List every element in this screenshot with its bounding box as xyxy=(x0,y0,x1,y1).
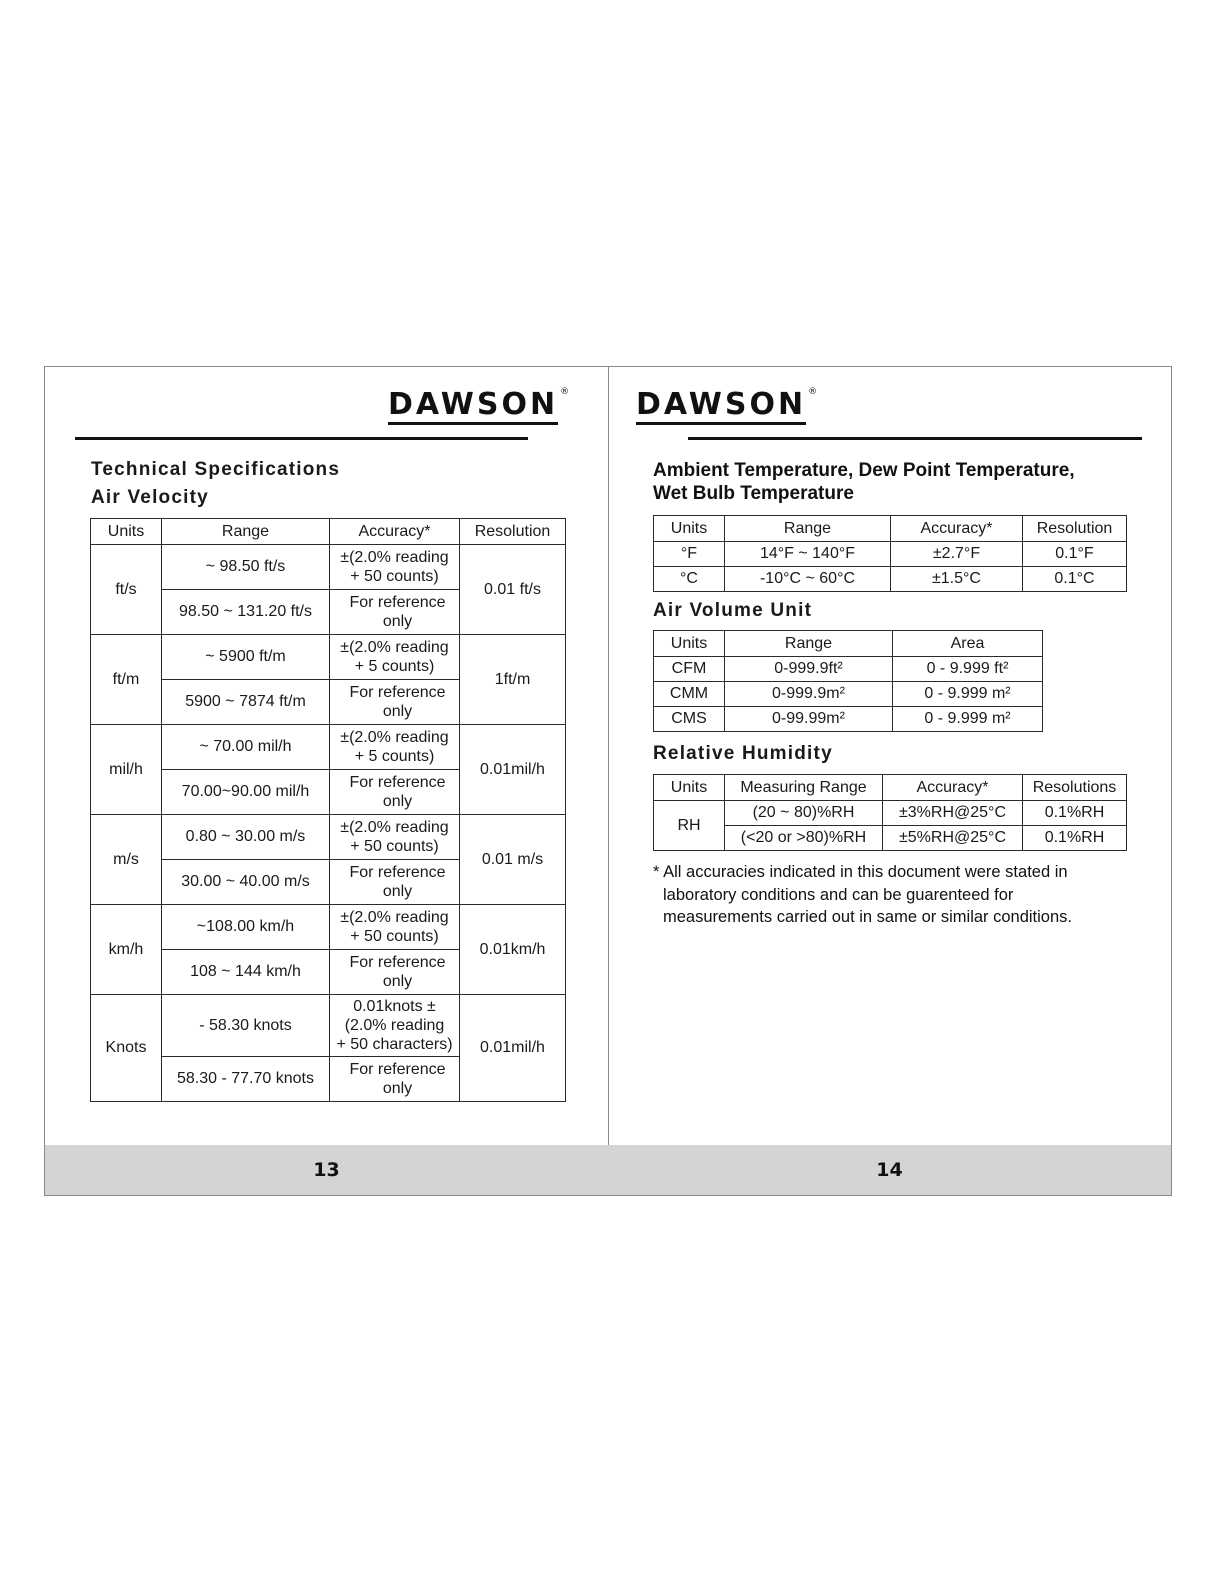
header-measuring-range: Measuring Range xyxy=(725,775,883,801)
temperature-table xyxy=(653,515,1127,592)
header-resolutions: Resolutions xyxy=(1023,775,1127,801)
cell-range: 70.00~90.00 mil/h xyxy=(162,770,330,815)
accuracy-line: For reference xyxy=(349,864,446,881)
dawson-logo xyxy=(636,387,817,421)
cell-range: ~ 70.00 mil/h xyxy=(162,725,330,770)
cell-unit: Knots xyxy=(91,995,162,1102)
manual-spread xyxy=(44,366,1172,1196)
header-accuracy: Accuracy* xyxy=(891,516,1023,542)
table-row xyxy=(654,826,1127,851)
cell-unit: m/s xyxy=(91,815,162,905)
table-row xyxy=(91,905,566,950)
page-number: 13 xyxy=(313,1159,340,1181)
cell-unit: °C xyxy=(654,567,725,592)
cell-unit: RH xyxy=(654,801,725,851)
section-subheading: Air Velocity xyxy=(91,487,209,508)
accuracy-line: + 5 counts) xyxy=(354,748,435,765)
accuracy-line: For reference xyxy=(349,684,446,701)
accuracy-line: only xyxy=(382,793,413,810)
cell-accuracy: ±2.7°F xyxy=(891,542,1023,567)
cell-resolution: 0.01mil/h xyxy=(460,995,566,1102)
cell-unit: ft/m xyxy=(91,635,162,725)
cell-range: 0-999.9m² xyxy=(725,682,893,707)
cell-accuracy xyxy=(330,770,460,815)
page-number: 14 xyxy=(876,1159,903,1181)
accuracy-line: For reference xyxy=(349,954,446,971)
table-row xyxy=(91,725,566,770)
cell-resolution: 0.1°F xyxy=(1023,542,1127,567)
cell-accuracy xyxy=(330,680,460,725)
table-row xyxy=(91,635,566,680)
cell-range: 30.00 ~ 40.00 m/s xyxy=(162,860,330,905)
table-row xyxy=(654,707,1043,732)
page-14 xyxy=(608,367,1171,1195)
cell-accuracy xyxy=(330,545,460,590)
cell-accuracy xyxy=(330,905,460,950)
table-header-row xyxy=(654,631,1043,657)
cell-accuracy xyxy=(330,725,460,770)
header-range: Range xyxy=(725,516,891,542)
air-volume-heading: Air Volume Unit xyxy=(653,600,813,621)
page-13 xyxy=(45,367,609,1195)
header-range: Range xyxy=(725,631,893,657)
cell-range: -10°C ~ 60°C xyxy=(725,567,891,592)
accuracy-line: + 5 counts) xyxy=(354,658,435,675)
header-rule xyxy=(75,437,528,440)
table-row xyxy=(91,545,566,590)
cell-range: 58.30 - 77.70 knots xyxy=(162,1057,330,1102)
accuracy-line: only xyxy=(382,1080,413,1097)
footnote-line: laboratory conditions and can be guarenteed for xyxy=(663,885,1014,904)
accuracy-line: ±(2.0% reading xyxy=(340,729,449,746)
cell-resolution: 0.1%RH xyxy=(1023,801,1127,826)
cell-area: 0 - 9.999 m² xyxy=(893,707,1043,732)
cell-range: 108 ~ 144 km/h xyxy=(162,950,330,995)
accuracy-line: only xyxy=(382,973,413,990)
cell-unit: CMM xyxy=(654,682,725,707)
cell-accuracy: ±3%RH@25°C xyxy=(883,801,1023,826)
cell-resolution: 0.1%RH xyxy=(1023,826,1127,851)
table-row xyxy=(654,542,1127,567)
cell-accuracy xyxy=(330,1057,460,1102)
cell-resolution: 0.01 ft/s xyxy=(460,545,566,635)
page-footer xyxy=(45,1145,608,1195)
accuracy-line: only xyxy=(382,703,413,720)
table-row xyxy=(654,682,1043,707)
accuracy-line: For reference xyxy=(349,594,446,611)
cell-accuracy xyxy=(330,635,460,680)
table-row xyxy=(654,657,1043,682)
header-units: Units xyxy=(91,519,162,545)
cell-range: (<20 or >80)%RH xyxy=(725,826,883,851)
cell-range: ~ 5900 ft/m xyxy=(162,635,330,680)
cell-range: 0-999.9ft² xyxy=(725,657,893,682)
air-velocity-table xyxy=(90,518,566,1102)
header-units: Units xyxy=(654,775,725,801)
accuracy-line: (2.0% reading xyxy=(344,1017,445,1034)
cell-range: 98.50 ~ 131.20 ft/s xyxy=(162,590,330,635)
cell-range: 5900 ~ 7874 ft/m xyxy=(162,680,330,725)
accuracy-line: For reference xyxy=(349,774,446,791)
table-row xyxy=(91,995,566,1057)
accuracy-line: + 50 counts) xyxy=(350,928,439,945)
cell-unit: CFM xyxy=(654,657,725,682)
registered-mark: ® xyxy=(808,387,818,397)
brand-name: DAWSON xyxy=(388,390,558,425)
cell-unit: ft/s xyxy=(91,545,162,635)
section-heading: Technical Specifications xyxy=(91,459,341,480)
header-resolution: Resolution xyxy=(460,519,566,545)
header-accuracy: Accuracy* xyxy=(330,519,460,545)
cell-resolution: 1ft/m xyxy=(460,635,566,725)
accuracy-line: + 50 counts) xyxy=(350,838,439,855)
cell-range: 14°F ~ 140°F xyxy=(725,542,891,567)
header-accuracy: Accuracy* xyxy=(883,775,1023,801)
header-resolution: Resolution xyxy=(1023,516,1127,542)
cell-range: 0.80 ~ 30.00 m/s xyxy=(162,815,330,860)
page-footer xyxy=(608,1145,1171,1195)
accuracy-footnote xyxy=(653,861,1072,929)
cell-unit: °F xyxy=(654,542,725,567)
cell-resolution: 0.01 m/s xyxy=(460,815,566,905)
cell-accuracy: ±1.5°C xyxy=(891,567,1023,592)
accuracy-line: only xyxy=(382,613,413,630)
cell-accuracy xyxy=(330,950,460,995)
cell-range: 0-99.99m² xyxy=(725,707,893,732)
air-volume-table xyxy=(653,630,1043,732)
table-row xyxy=(654,567,1127,592)
brand-name: DAWSON xyxy=(636,390,806,425)
accuracy-line: only xyxy=(382,883,413,900)
cell-resolution: 0.01km/h xyxy=(460,905,566,995)
accuracy-line: For reference xyxy=(349,1061,446,1078)
cell-accuracy xyxy=(330,995,460,1057)
cell-range: - 58.30 knots xyxy=(162,995,330,1057)
header-units: Units xyxy=(654,516,725,542)
table-header-row xyxy=(91,519,566,545)
cell-accuracy: ±5%RH@25°C xyxy=(883,826,1023,851)
header-area: Area xyxy=(893,631,1043,657)
cell-unit: CMS xyxy=(654,707,725,732)
accuracy-line: ±(2.0% reading xyxy=(340,909,449,926)
accuracy-line: + 50 counts) xyxy=(350,568,439,585)
footnote-line: measurements carried out in same or similar conditions. xyxy=(663,908,1072,926)
table-header-row xyxy=(654,775,1127,801)
humidity-heading: Relative Humidity xyxy=(653,743,833,764)
accuracy-line: ±(2.0% reading xyxy=(340,549,449,566)
cell-range: ~108.00 km/h xyxy=(162,905,330,950)
header-rule xyxy=(688,437,1142,440)
accuracy-line: ±(2.0% reading xyxy=(340,819,449,836)
cell-accuracy xyxy=(330,590,460,635)
humidity-table xyxy=(653,774,1127,851)
cell-accuracy xyxy=(330,815,460,860)
registered-mark: ® xyxy=(560,387,570,397)
temperature-heading-line2: Wet Bulb Temperature xyxy=(653,483,854,504)
cell-resolution: 0.01mil/h xyxy=(460,725,566,815)
accuracy-line: ±(2.0% reading xyxy=(340,639,449,656)
cell-accuracy xyxy=(330,860,460,905)
footnote-line: * All accuracies indicated in this document were stated in xyxy=(653,863,1068,881)
table-header-row xyxy=(654,516,1127,542)
cell-range: (20 ~ 80)%RH xyxy=(725,801,883,826)
accuracy-line: 0.01knots ± xyxy=(353,998,436,1015)
table-row xyxy=(91,815,566,860)
cell-area: 0 - 9.999 m² xyxy=(893,682,1043,707)
temperature-heading-line1: Ambient Temperature, Dew Point Temperature, xyxy=(653,460,1075,481)
cell-unit: mil/h xyxy=(91,725,162,815)
accuracy-line: + 50 characters) xyxy=(336,1036,453,1053)
table-row xyxy=(654,801,1127,826)
dawson-logo xyxy=(388,387,569,421)
header-units: Units xyxy=(654,631,725,657)
cell-resolution: 0.1°C xyxy=(1023,567,1127,592)
cell-range: ~ 98.50 ft/s xyxy=(162,545,330,590)
cell-area: 0 - 9.999 ft² xyxy=(893,657,1043,682)
cell-unit: km/h xyxy=(91,905,162,995)
header-range: Range xyxy=(162,519,330,545)
